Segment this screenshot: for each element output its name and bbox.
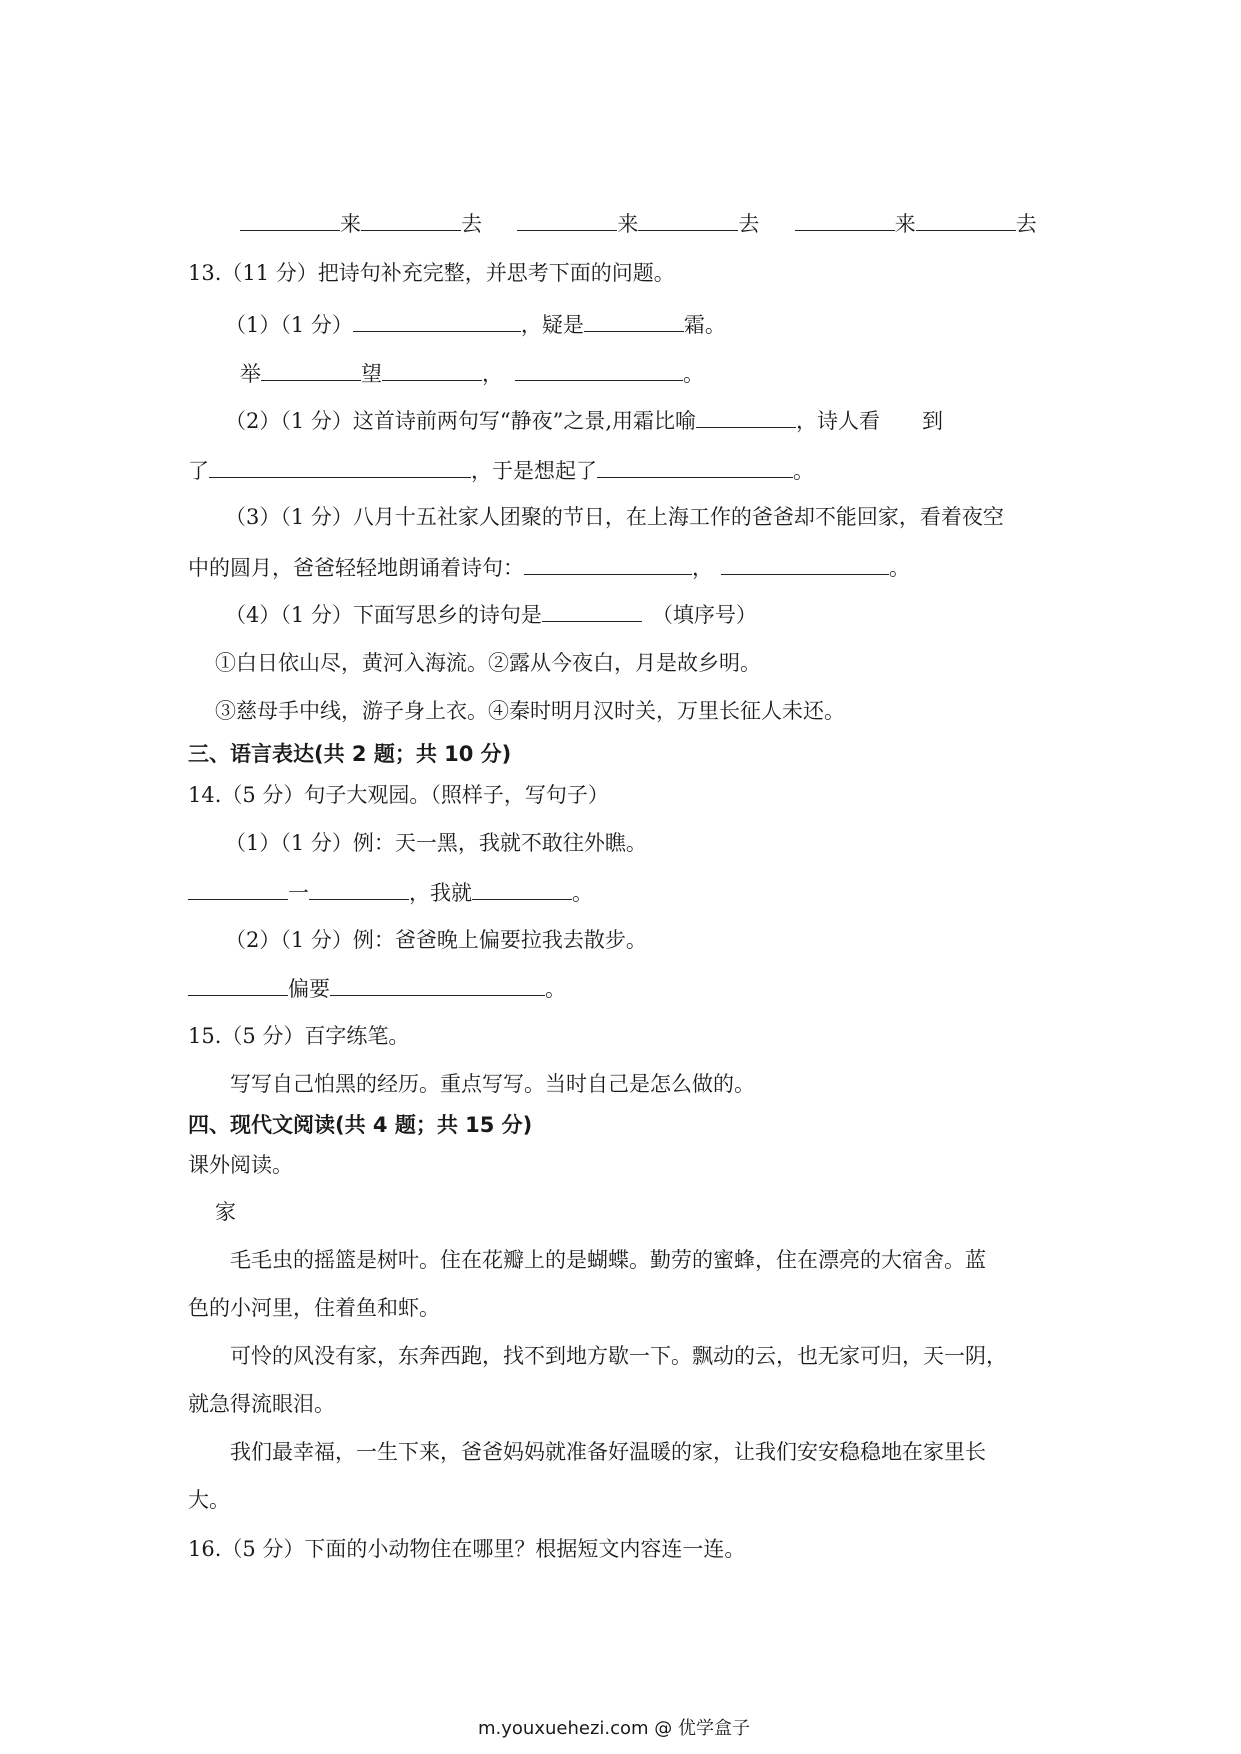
answer-blank[interactable] — [209, 455, 471, 478]
footer-watermark: m.youxuehezi.com @ 优学盒子 — [478, 1718, 751, 1739]
text: 。 — [889, 556, 910, 580]
q16-header: 16.（5 分）下面的小动物住在哪里？根据短文内容连一连。 — [188, 1537, 746, 1561]
text: 。 — [683, 362, 704, 386]
text: ，于是想起了 — [471, 459, 597, 483]
q14-header: 14.（5 分）句子大观园。（照样子，写句子） — [188, 783, 609, 807]
answer-blank[interactable] — [721, 552, 889, 575]
reading-para2-line1: 可怜的风没有家，东奔西跑，找不到地方歇一下。飘动的云，也无家可归，天一阴， — [230, 1344, 1007, 1368]
lai-char: 来 — [340, 212, 361, 236]
answer-blank[interactable] — [515, 358, 683, 381]
answer-blank[interactable] — [696, 405, 796, 428]
section-3-heading: 三、语言表达(共 2 题；共 10 分) — [188, 742, 512, 766]
part-prefix: （1）（1 分） — [225, 313, 353, 337]
answer-blank[interactable] — [584, 309, 684, 332]
q13-header: 13.（11 分）把诗句补充完整，并思考下面的问题。 — [188, 261, 675, 285]
answer-blank[interactable] — [524, 552, 692, 575]
reading-para3-line1: 我们最幸福，一生下来，爸爸妈妈就准备好温暖的家，让我们安安稳稳地在家里长 — [230, 1440, 986, 1464]
q14-part1-answer — [188, 877, 593, 908]
text: 一 — [288, 881, 309, 905]
text: （填序号） — [651, 603, 757, 627]
answer-blank[interactable] — [188, 877, 288, 900]
text: 。 — [572, 881, 593, 905]
text: 举 — [240, 362, 261, 386]
text: 霜。 — [683, 313, 726, 337]
text: （2）（1 分）这首诗前两句写“静夜”之景,用霜比喻 — [225, 409, 697, 433]
q13-part2 — [225, 405, 943, 436]
q13-options-1-2: ①白日依山尽，黄河入海流。②露从今夜白，月是故乡明。 — [215, 651, 761, 675]
text: ，诗人看 到 — [796, 409, 944, 433]
answer-blank[interactable] — [188, 973, 288, 996]
q13-part3-line2 — [188, 552, 910, 583]
q13-part1 — [225, 309, 726, 340]
text: 。 — [545, 977, 566, 1001]
reading-intro: 课外阅读。 — [188, 1153, 293, 1177]
q14-part1-example: （1）（1 分）例：天一黑，我就不敢往外瞧。 — [225, 831, 647, 855]
q13-part2-line2 — [188, 455, 814, 486]
qu-char: 去 — [1015, 212, 1037, 236]
reading-para1-line2: 色的小河里，住着鱼和虾。 — [188, 1296, 440, 1320]
text: （4）（1 分）下面写思乡的诗句是 — [225, 603, 542, 627]
answer-blank[interactable] — [309, 877, 409, 900]
answer-blank[interactable] — [261, 358, 361, 381]
q15-body: 写写自己怕黑的经历。重点写写。当时自己是怎么做的。 — [230, 1072, 755, 1096]
reading-para1-line1: 毛毛虫的摇篮是树叶。住在花瓣上的是蝴蝶。勤劳的蜜蜂，住在漂亮的大宿舍。蓝 — [230, 1248, 986, 1272]
answer-blank[interactable] — [330, 973, 545, 996]
text: ，我就 — [409, 881, 472, 905]
lai-char: 来 — [617, 212, 639, 236]
reading-para2-line2: 就急得流眼泪。 — [188, 1392, 335, 1416]
answer-blank[interactable] — [472, 877, 572, 900]
answer-blank[interactable] — [361, 208, 461, 231]
text: ，疑是 — [520, 313, 584, 337]
reading-para3-line2: 大。 — [188, 1488, 230, 1512]
q13-part1-line2 — [240, 358, 704, 389]
text: 偏要 — [288, 977, 330, 1001]
q12-fill-row — [240, 208, 1037, 239]
text: 中的圆月，爸爸轻轻地朗诵着诗句： — [188, 556, 524, 580]
text: 。 — [793, 459, 814, 483]
q13-options-3-4: ③慈母手中线，游子身上衣。④秦时明月汉时关，万里长征人未还。 — [215, 699, 845, 723]
text: ， — [482, 362, 503, 386]
q14-part2-example: （2）（1 分）例：爸爸晚上偏要拉我去散步。 — [225, 928, 647, 952]
reading-title: 家 — [215, 1200, 236, 1224]
q14-part2-answer — [188, 973, 566, 1004]
answer-blank[interactable] — [638, 208, 738, 231]
answer-blank[interactable] — [916, 208, 1016, 231]
answer-blank[interactable] — [597, 455, 793, 478]
qu-char: 去 — [738, 212, 760, 236]
answer-blank[interactable] — [353, 309, 521, 332]
q15-header: 15.（5 分）百字练笔。 — [188, 1024, 410, 1048]
section-4-heading: 四、现代文阅读(共 4 题；共 15 分) — [188, 1113, 533, 1137]
text: ， — [692, 556, 713, 580]
q13-part3: （3）（1 分）八月十五社家人团聚的节日，在上海工作的爸爸却不能回家，看着夜空 — [225, 505, 1004, 529]
answer-blank[interactable] — [240, 208, 340, 231]
answer-blank[interactable] — [382, 358, 482, 381]
answer-blank[interactable] — [517, 208, 617, 231]
answer-blank[interactable] — [542, 599, 642, 622]
lai-char: 来 — [894, 212, 916, 236]
text: 望 — [361, 362, 382, 386]
qu-char: 去 — [461, 212, 482, 236]
q13-part4 — [225, 599, 757, 630]
answer-blank[interactable] — [795, 208, 895, 231]
text: 了 — [188, 459, 209, 483]
